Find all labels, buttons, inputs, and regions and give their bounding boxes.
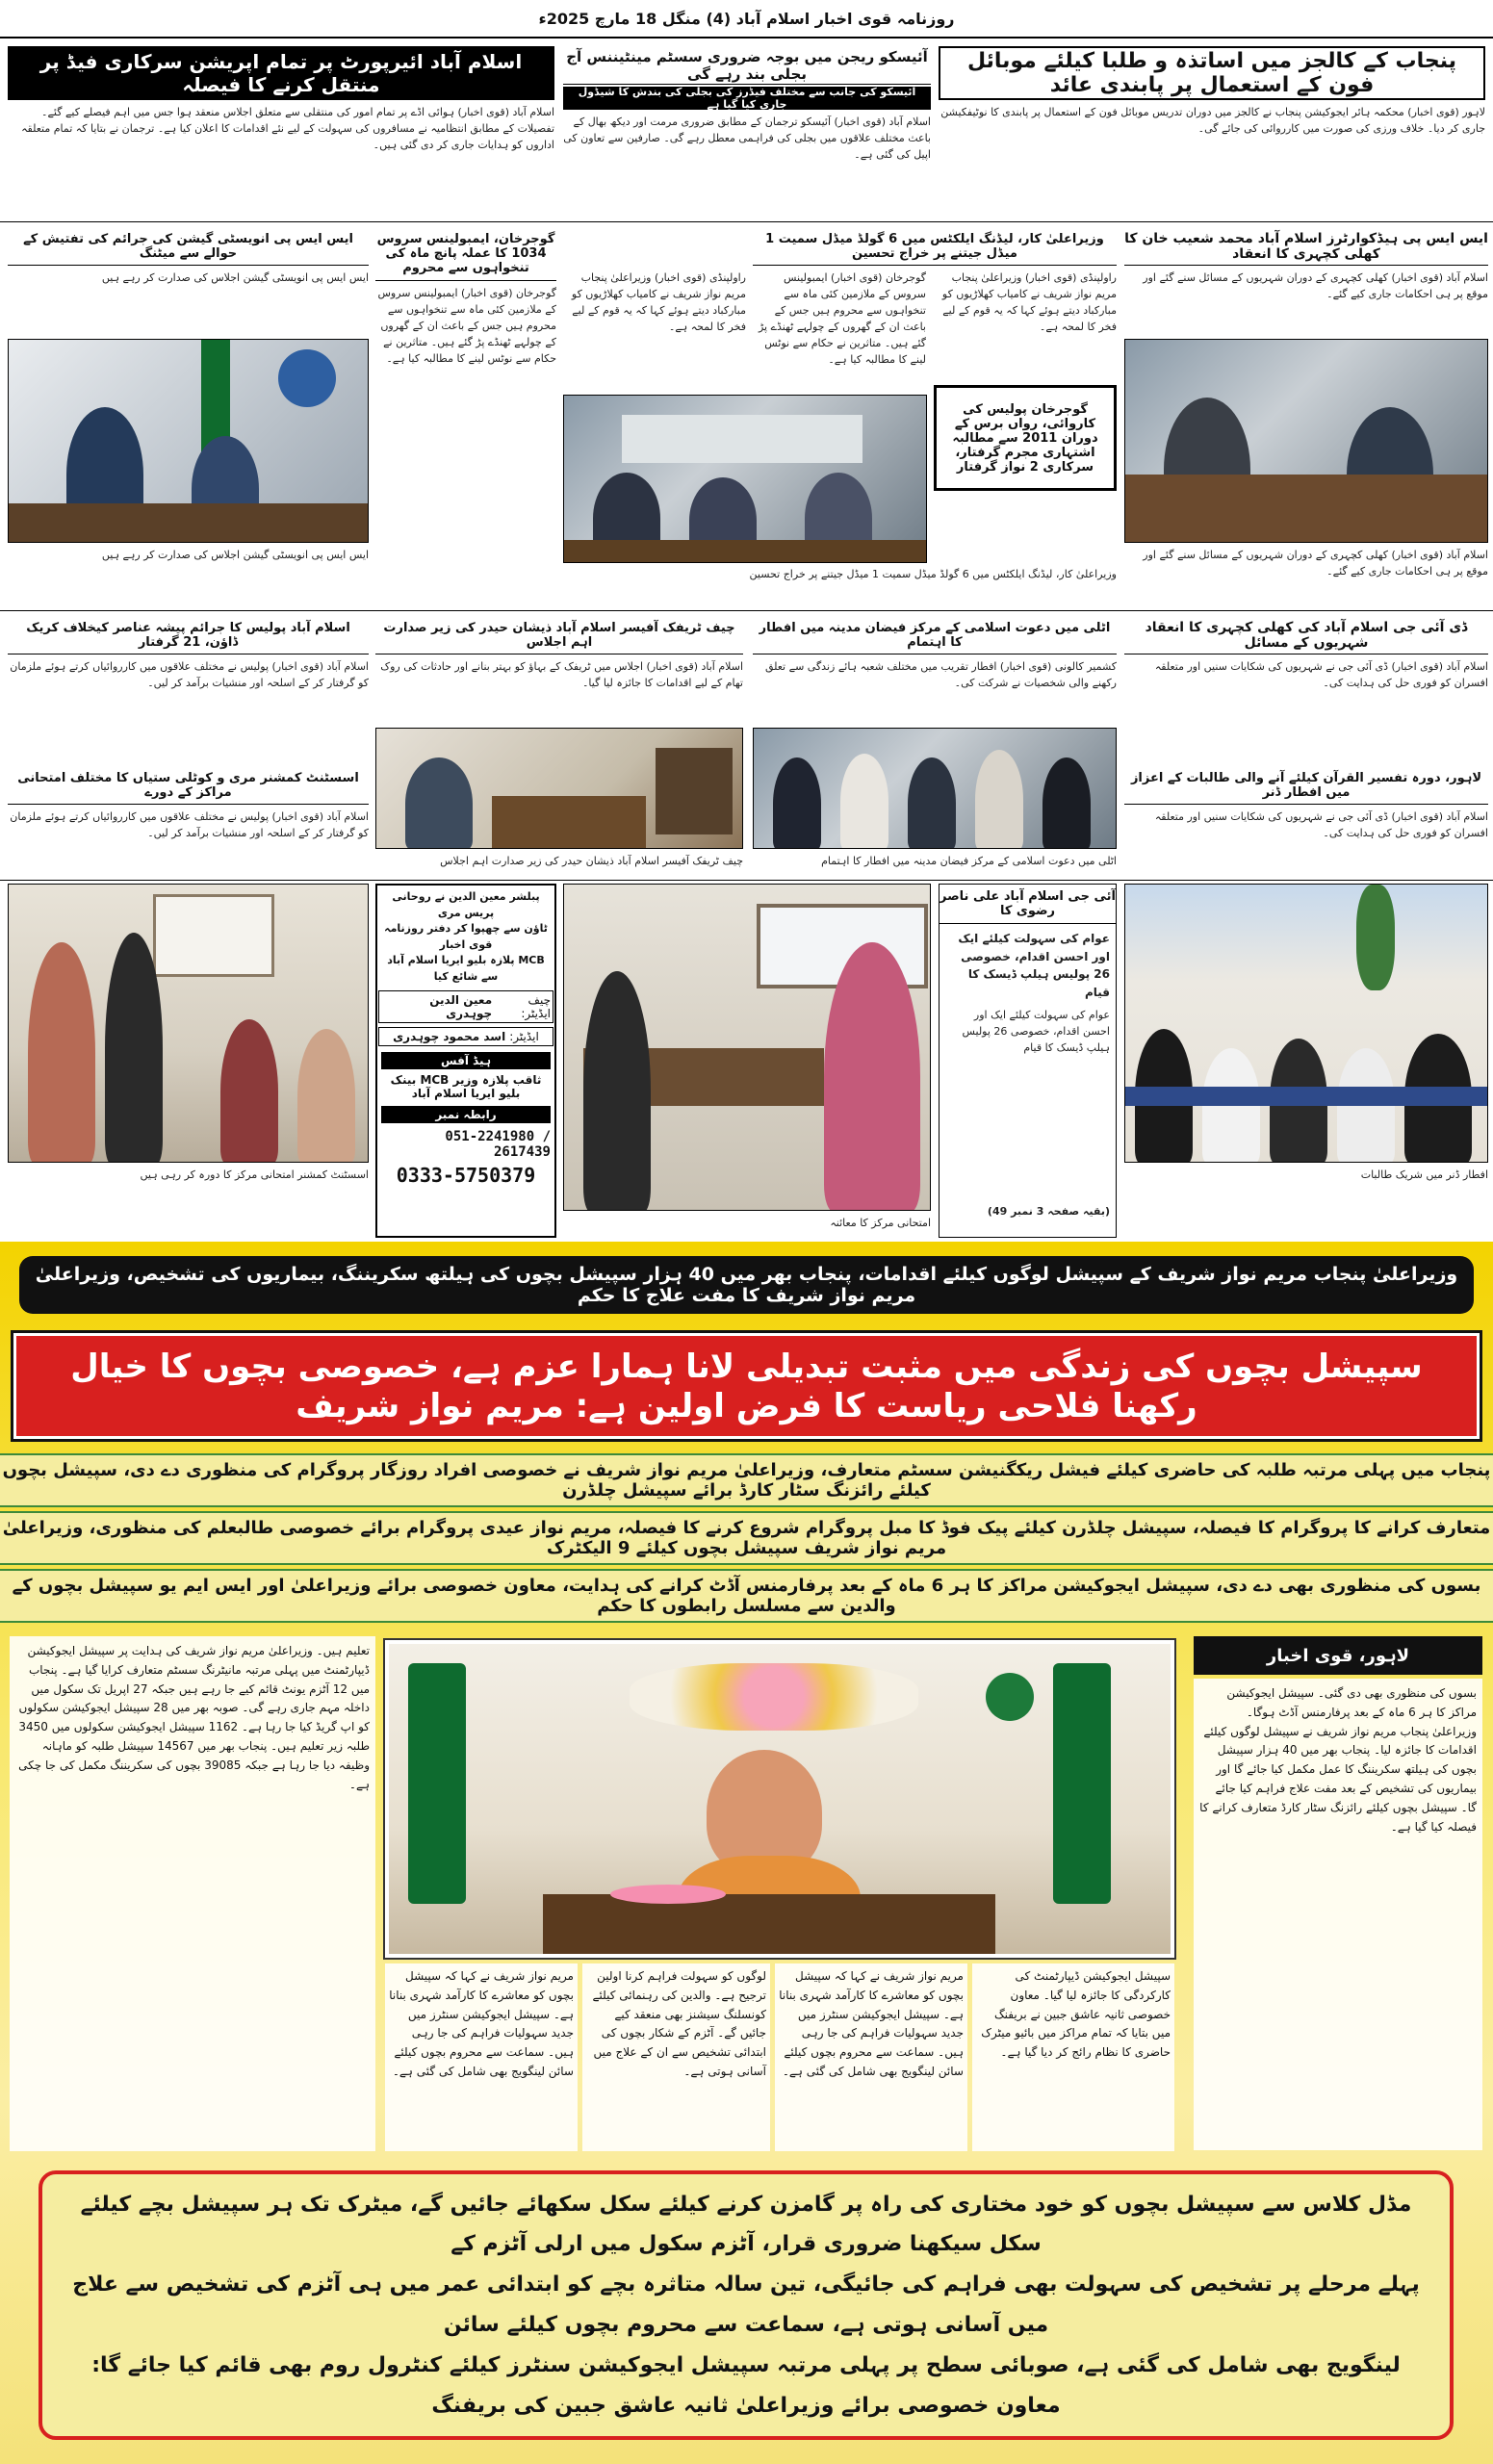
contact-label: رابطہ نمبر — [381, 1106, 551, 1123]
phone-mobile: 0333-5750379 — [396, 1164, 536, 1187]
phone-landline: 051-2241980 / 2617439 — [445, 1129, 551, 1160]
story-traffic-caption: چیف ٹریفک آفیسر اسلام آباد ذیشان حیدر کی زیر صدارت اہم اجلاس — [440, 855, 743, 867]
headline-quran-iftar: لاہور، دورہ تفسیر القرآن کیلئے آنے والی طالبات کے اعزاز میں افطار ڈنر — [1124, 766, 1488, 805]
ig-info-text: عوام کی سہولت کیلئے ایک اور احسن اقدام، خصوصی 26 پولیس ہیلپ ڈیسک کا قیام — [958, 932, 1110, 999]
advert-col-mid3: سپیشل ایجوکیشن ڈیپارٹمنٹ کی کارکردگی کا جائزہ لیا گیا۔ معاون خصوصی ثانیہ عاشق جبین نے بریفنگ میں بتایا کہ تمام مراکز میں بائیو میٹرک حاضری کا نظام رائج کر دیا گیا ہے۔ — [972, 1964, 1174, 2151]
story-crackdown-text: اسلام آباد (قوی اخبار) پولیس نے مختلف علاقوں میں کارروائیاں کرتے ہوئے ملزمان کو گرفتار کر کے اسلحہ اور منشیات برآمد کر لیں۔ — [10, 660, 369, 690]
story-meeting-caption: وزیراعلیٰ کار، لیڈنگ ایلکٹس میں 6 گولڈ میڈل سمیت 1 میڈل جیتنے پر خراج تحسین — [749, 568, 1117, 580]
masthead: روزنامہ قوی اخبار اسلام آباد (4) منگل 18 مارچ 2025ء — [0, 0, 1493, 38]
story-dawat-text: کشمیر کالونی (قوی اخبار) افطار تقریب میں مختلف شعبہ ہائے زندگی سے تعلق رکھنے والی شخصیات نے شرکت کی۔ — [764, 660, 1117, 690]
advert-line1: پنجاب میں پہلی مرتبہ طلبہ کی حاضری کیلئے فیشل ریکگنیشن سسٹم متعارف، وزیراعلیٰ مریم نواز شریف نے خصوصی افراد روزگار پروگرام کی منظوری دے دی، سپیشل بچوں کیلئے رائزنگ سٹار کارڈ برائے سپیشل چلڈرن — [0, 1453, 1493, 1507]
chief-editor-name: معین الدین چوہدری — [429, 993, 493, 1020]
editor-row — [378, 1027, 553, 1046]
story-open-court-ssp-cont: اسلام آباد (قوی اخبار) کھلی کچہری کے دوران شہریوں کے مسائل سنے گئے اور موقع پر ہی احکامات جاری کیے گئے۔ — [1143, 549, 1488, 578]
caption-quran-students: افطار ڈنر میں شریک طالبات — [1360, 1168, 1488, 1181]
imprint-line3: MCB پلازہ بلیو ایریا اسلام آباد سے شائع کیا — [387, 954, 545, 983]
divider — [0, 610, 1493, 611]
advert-dateline-tag: لاہور، قوی اخبار — [1194, 1636, 1482, 1675]
headline-traffic-officer: چیف ٹریفک آفیسر اسلام آباد ذیشان حیدر کی زیر صدارت اہم اجلاس — [375, 616, 743, 654]
advert-bottom-box — [39, 2170, 1454, 2440]
advert-left-column: تعلیم ہیں۔ وزیراعلیٰ مریم نواز شریف کی ہدایت پر سپیشل ایجوکیشن ڈیپارٹمنٹ میں پہلی مرتبہ مانیٹرنگ سسٹم متعارف کرایا گیا ہے۔ پنجاب میں 12 آٹزم یونٹ قائم کیے جا رہے ہیں جبکہ 27 اپریل تک سکول میں داخلہ مہم جاری رہے گی۔ صوبہ بھر میں 28 سپیشل ایجوکیشن سکولوں کو اپ گریڈ کیا جا رہا ہے۔ 1162 سپیشل ایجوکیشن سکولوں میں 3450 طلبہ زیر تعلیم ہیں۔ پنجاب بھر میں 14567 سپیشل طلبہ کو ماہانہ وظیفہ دیا جا رہا ہے جبکہ 39085 بچوں کی سکریننگ مکمل کی جا چکی ہے۔ — [10, 1636, 375, 2151]
story-medal-text: راولپنڈی (قوی اخبار) وزیراعلیٰ پنجاب مریم نواز شریف نے کامیاب کھلاڑیوں کو مبارکباد دیتے ہوئے کہا کہ یہ قوم کے لیے فخر کا لمحہ ہے۔ — [941, 271, 1117, 334]
story-mobile-ban-text: لاہور (قوی اخبار) محکمہ ہائر ایجوکیشن پنجاب نے کالجز میں دوران تدریس موبائل فون کے استعمال پر پابندی کا نوٹیفکیشن جاری کر دیا۔ خلاف ورزی کی صورت میں کارروائی کی جائے گی۔ — [940, 106, 1485, 136]
story-iesco-text: اسلام آباد (قوی اخبار) آئیسکو ترجمان کے مطابق ضروری مرمت اور دیکھ بھال کے باعث مختلف علاقوں میں بجلی کی فراہمی معطل رہے گی۔ صارفین سے تعاون کی اپیل کی گئی ہے۔ — [563, 116, 931, 162]
caption-ac-exam: اسسٹنٹ کمشنر امتحانی مرکز کا دورہ کر رہی ہیں — [140, 1168, 369, 1181]
photo-quran-students — [1124, 884, 1488, 1163]
headline-ssp-investigation: ایس ایس پی انویسٹی گیشن کی جرائم کی تفتیش کے حوالے سے میٹنگ — [8, 227, 369, 266]
headline-airport: اسلام آباد ائیرپورٹ پر تمام اپریشن سرکاری فیڈ پر منتقل کرنے کا فیصلہ — [8, 46, 554, 100]
headline-dawat-islami: اٹلی میں دعوت اسلامی کے مرکز فیضان مدینہ میں افطار کا اہتمام — [753, 616, 1117, 654]
photo-iftar-gathering — [753, 728, 1117, 849]
imprint-line2: ٹاؤن سے چھپوا کر دفتر روزنامہ قوی اخبار — [384, 922, 548, 951]
advert-right-column: بسوں کی منظوری بھی دی گئی۔ سپیشل ایجوکیشن مراکز کا ہر 6 ماہ کے بعد پرفارمنس آڈٹ ہوگا۔ وزیراعلیٰ پنجاب مریم نواز شریف نے سپیشل لوگوں کیلئے اقدامات کا جائزہ لیا۔ پنجاب بھر میں 40 ہزار سپیشل بچوں کی ہیلتھ سکریننگ کا عمل مکمل کیا جائے گا اور بیماریوں کی تشخیص کے بعد مفت علاج فراہم کیا جائے گا۔ سپیشل بچوں کیلئے رائزنگ سٹار کارڈ متعارف کرانے کا فیصلہ کیا گیا ہے۔ — [1194, 1679, 1482, 2150]
photo-meeting — [563, 395, 927, 563]
headline-mobile-ban: پنجاب کے کالجز میں اساتذہ و طلبا کیلئے موبائل فون کے استعمال پر پابندی عائد — [939, 46, 1485, 100]
headline-ambulance-salaries: گوجرخان، ایمبولینس سروس 1034 کا عملہ پانچ ماہ کی تنخواہوں سے محروم — [375, 227, 556, 281]
advert-bottom-line1: مڈل کلاس سے سپیشل بچوں کو خود مختاری کی راہ پر گامزن کرنے کیلئے سکل سکھائے جائیں گے، میٹرک تک ہر سپیشل بچے کیلئے سکل سیکھنا ضروری قرار، آٹزم سکول میں ارلی آٹزم کے — [80, 2192, 1412, 2257]
photo-exam-visit — [563, 884, 931, 1211]
head-office-label: ہیڈ آفس — [381, 1052, 551, 1069]
story-traffic-text: اسلام آباد (قوی اخبار) اجلاس میں ٹریفک کے بہاؤ کو بہتر بنانے اور حادثات کی روک تھام کے لیے اقدامات کا جائزہ لیا گیا۔ — [380, 660, 743, 690]
headline-dig-open-court: ڈی آئی جی اسلام آباد کی کھلی کچہری کا انعقاد شہریوں کے مسائل — [1124, 616, 1488, 654]
headline-ac-murree: اسسٹنٹ کمشنر مری و کوٹلی ستیاں کا مختلف امتحانی مراکز کے دورے — [8, 766, 369, 805]
chief-editor-row — [378, 990, 553, 1023]
photo-traffic-office — [375, 728, 743, 849]
story-dawat-caption: اٹلی میں دعوت اسلامی کے مرکز فیضان مدینہ میں افطار کا اہتمام — [821, 855, 1117, 867]
story-ambulance-text: گوجرخان (قوی اخبار) ایمبولینس سروس کے ملازمین کئی ماہ سے تنخواہوں سے محروم ہیں جس کے باعث ان کے گھروں کے چولہے ٹھنڈے پڑ گئے ہیں۔ متاثرین نے حکام سے نوٹس لینے کا مطالبہ کیا ہے۔ — [377, 287, 556, 366]
divider — [0, 880, 1493, 881]
divider — [0, 221, 1493, 222]
imprint-line1: پبلشر معین الدین نے روحانی پریس مری — [392, 890, 540, 919]
editor-label: ایڈیٹر: — [509, 1030, 539, 1043]
advert-col-mid0: مریم نواز شریف نے کہا کہ سپیشل بچوں کو معاشرے کا کارآمد شہری بنانا ہے۔ سپیشل ایجوکیشن سنٹرز میں جدید سہولیات فراہم کی جا رہی ہیں۔ سماعت سے محروم بچوں کیلئے سائن لینگویج بھی شامل کی گئی ہے۔ — [385, 1964, 578, 2151]
photo-ac-exam-center — [8, 884, 369, 1163]
story-investigation-caption: ایس ایس پی انویسٹی گیشن اجلاس کی صدارت کر رہے ہیں — [101, 549, 369, 561]
story-investigation-text: ایس ایس پی انویسٹی گیشن اجلاس کی صدارت کر رہے ہیں — [101, 271, 369, 284]
advert-col-mid1: لوگوں کو سہولت فراہم کرنا اولین ترجیح ہے۔ والدین کی رہنمائی کیلئے کونسلنگ سیشنز بھی منعقد کیے جائیں گے۔ آٹزم کے شکار بچوں کی ابتدائی تشخیص سے ان کے علاج میں آسانی ہوتی ہے۔ — [582, 1964, 770, 2151]
advert-top-line: وزیراعلیٰ پنجاب مریم نواز شریف کے سپیشل لوگوں کیلئے اقدامات، پنجاب بھر میں 40 ہزار سپیشل بچوں کی ہیلتھ سکریننگ، بیماریوں کی تشخیص، وزیراعلیٰ مریم نواز شریف کا مفت علاج کا حکم — [19, 1256, 1474, 1314]
ig-info-footer: (بقیہ صفحہ 3 نمبر 49) — [987, 1205, 1110, 1219]
story-medal-cont: راولپنڈی (قوی اخبار) وزیراعلیٰ پنجاب مریم نواز شریف نے کامیاب کھلاڑیوں کو مبارکباد دیتے ہوئے کہا کہ یہ قوم کے لیے فخر کا لمحہ ہے۔ — [571, 271, 746, 334]
story-airport-text: اسلام آباد (قوی اخبار) ہوائی اڈے پر تمام امور کی منتقلی سے متعلق اجلاس منعقد ہوا جس میں اہم فیصلے کیے گئے۔ تفصیلات کے مطابق انتظامیہ نے مسافروں کی سہولت کے لیے نئے اقدامات کا اعلان کیا ہے۔ ترجمان نے بتایا کہ تمام متعلقہ اداروں کو ہدایات جاری کر دی گئی ہیں۔ — [21, 106, 554, 152]
caption-exam-visit: امتحانی مرکز کا معائنہ — [830, 1217, 931, 1229]
story-dig-text: اسلام آباد (قوی اخبار) ڈی آئی جی نے شہریوں کی شکایات سنیں اور متعلقہ افسران کو فوری حل کی ہدایت کی۔ — [1154, 660, 1488, 690]
story-quran-text: اسلام آباد (قوی اخبار) ڈی آئی جی نے شہریوں کی شکایات سنیں اور متعلقہ افسران کو فوری حل کی ہدایت کی۔ — [1154, 810, 1488, 840]
headline-iesco-shutdown: آئیسکو ریجن میں بوجہ ضروری سسٹم مینٹیننس آج بجلی بند رہے گی — [563, 46, 931, 85]
story-open-court-ssp-text: اسلام آباد (قوی اخبار) کھلی کچہری کے دوران شہریوں کے مسائل سنے گئے اور موقع پر ہی احکامات جاری کیے گئے۔ — [1143, 271, 1488, 301]
editor-name: اسد محمود چوہدری — [393, 1030, 506, 1043]
headline-crackdown: اسلام آباد پولیس کا جرائم پیشہ عناصر کیخلاف کریک ڈاؤن، 21 گرفتار — [8, 616, 369, 654]
address-line2: بلیو ایریا اسلام آباد — [411, 1087, 521, 1100]
ig-info-box — [939, 884, 1117, 1238]
story-ac-murree-text: اسلام آباد (قوی اخبار) پولیس نے مختلف علاقوں میں کارروائیاں کرتے ہوئے ملزمان کو گرفتار کر کے اسلحہ اور منشیات برآمد کر لیں۔ — [10, 810, 369, 840]
photo-chief-minister — [385, 1640, 1174, 1958]
address-line1: ثاقب پلازہ وزیر MCB بینک — [390, 1073, 542, 1087]
advert-line2: متعارف کرانے کا پروگرام کا فیصلہ، سپیشل چلڈرن کیلئے پیک فوڈ کا مبل پروگرام شروع کرنے کا فیصلہ، مریم نواز عیدی پروگرام برائے خصوصی طالبعلم کی منظوری، وزیراعلیٰ مریم نواز شریف سپیشل بچوں کیلئے 9 الیکٹرک — [0, 1511, 1493, 1565]
headline-open-court-ssp: ایس ایس پی ہیڈکوارٹرز اسلام آباد محمد شعیب خان کا کھلی کچہری کا انعقاد — [1124, 227, 1488, 266]
advert-red-headline: سپیشل بچوں کی زندگی میں مثبت تبدیلی لانا ہمارا عزم ہے، خصوصی بچوں کا خیال رکھنا فلاحی ریاست کا فرض اولین ہے: مریم نواز شریف — [13, 1333, 1480, 1439]
headline-medal-tribute: وزیراعلیٰ کار، لیڈنگ ایلکٹس میں 6 گولڈ میڈل سمیت 1 میڈل جیتنے پر خراج تحسین — [753, 227, 1117, 266]
photo-open-court — [1124, 339, 1488, 543]
ig-info-body: عوام کی سہولت کیلئے ایک اور احسن اقدام، خصوصی 26 پولیس ہیلپ ڈیسک کا قیام — [962, 1009, 1110, 1055]
iesco-subhead: آئیسکو کی جانب سے مختلف فیڈرز کی بجلی کی بندش کا شیڈول جاری کیا گیا ہے — [563, 87, 931, 110]
advert-line3: بسوں کی منظوری بھی دے دی، سپیشل ایجوکیشن مراکز کا ہر 6 ماہ کے بعد پرفارمنس آڈٹ کرانے کی ہدایت، معاون خصوصی برائے وزیراعلیٰ اور ایس ایم یو سپیشل بچوں کے والدین سے مسلسل رابطوں کا حکم — [0, 1569, 1493, 1623]
chief-editor-label: چیف ایڈیٹر: — [521, 993, 551, 1020]
story-gujarkhan-text: گوجرخان (قوی اخبار) ایمبولینس سروس کے ملازمین کئی ماہ سے تنخواہوں سے محروم ہیں جس کے باعث ان کے گھروں کے چولہے ٹھنڈے پڑ گئے ہیں۔ متاثرین نے حکام سے نوٹس لینے کا مطالبہ کیا ہے۔ — [758, 271, 926, 367]
imprint-box — [375, 884, 556, 1238]
advert-bottom-line2: پہلے مرحلے پر تشخیص کی سہولت بھی فراہم کی جائیگی، تین سالہ متاثرہ بچے کو ابتدائی عمر میں ہی آٹزم کی تشخیص سے علاج میں آسانی ہوتی ہے، سماعت سے محروم بچوں کیلئے سائن — [72, 2272, 1420, 2337]
ig-info-title: آئی جی اسلام آباد علی ناصر رضوی کا — [940, 885, 1116, 924]
advert-bottom-line3: لینگویج بھی شامل کی گئی ہے، صوبائی سطح پر پہلی مرتبہ سپیشل ایجوکیشن سنٹرز کیلئے کنٹرول روم بھی قائم کیا جائے گا: معاون خصوصی برائے وزیراعلیٰ ثانیہ عاشق جبین کی بریفنگ — [91, 2352, 1401, 2418]
photo-police-meeting — [8, 339, 369, 543]
inset-gujarkhan-police: گوجرخان پولیس کی کاروائی، رواں برس کے دوران 2011 سے مطالبہ اشتہاری مجرم گرفتار، سرکاری 2 نواز گرفتار — [934, 385, 1117, 491]
advert-col-mid2: مریم نواز شریف نے کہا کہ سپیشل بچوں کو معاشرے کا کارآمد شہری بنانا ہے۔ سپیشل ایجوکیشن سنٹرز میں جدید سہولیات فراہم کی جا رہی ہیں۔ سماعت سے محروم بچوں کیلئے سائن لینگویج بھی شامل کی گئی ہے۔ — [775, 1964, 967, 2151]
